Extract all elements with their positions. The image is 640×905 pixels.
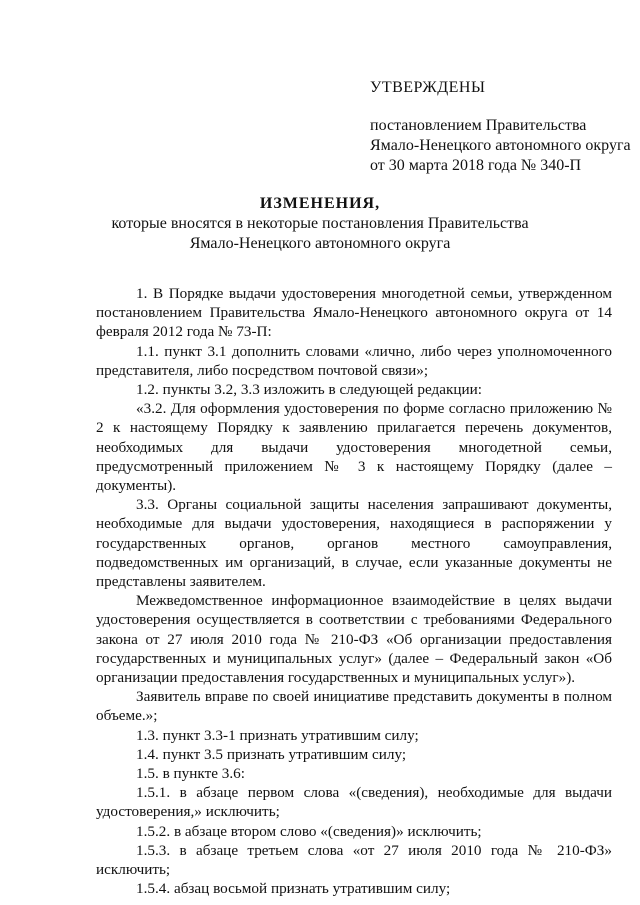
approval-line: постановлением Правительства xyxy=(370,117,587,134)
paragraph-1-5: 1.5. в пункте 3.6: xyxy=(136,765,245,783)
paragraph-1-5-3: 1.5.3. в абзаце третьем слова «от 27 июля 2010 года № 210-ФЗ» исключить; xyxy=(96,841,612,879)
title-main: ИЗМЕНЕНИЯ, xyxy=(259,195,381,212)
paragraph-1-5-4: 1.5.4. абзац восьмой признать утратившим силу; xyxy=(136,880,451,898)
paragraph-1: 1. В Порядке выдачи удостоверения многодетной семьи, утвержденном постановлением Правительства Ямало-Ненецкого автономного округа от 14 февраля 2012 года № 73-П: xyxy=(96,285,612,341)
approval-line: Ямало-Ненецкого автономного округа xyxy=(370,137,631,154)
title-subtitle-line: которые вносятся в некоторые постановления Правительства xyxy=(111,215,529,232)
paragraph-1-5-2: 1.5.2. в абзаце втором слово «(сведения)» исключить; xyxy=(136,822,482,840)
paragraph-3-3: 3.3. Органы социальной защиты населения запрашивают документы, необходимые для выдачи удостоверения, находящиеся в распоряжении у государственных органов, органов местного самоуправления, подведомственных им организаций, в случае, если указанные документы не представлены заявителем. xyxy=(96,496,612,591)
paragraph-1-4: 1.4. пункт 3.5 признать утратившим силу; xyxy=(136,745,407,763)
document-body xyxy=(96,284,612,899)
paragraph-applicant: Заявитель вправе по своей инициативе представить документы в полном объеме.»; xyxy=(96,688,612,725)
paragraph-1-3: 1.3. пункт 3.3-1 признать утратившим силу; xyxy=(136,726,419,744)
document-title xyxy=(0,194,640,254)
paragraph-1-5-1: 1.5.1. в абзаце первом слова «(сведения), необходимые для выдачи удостоверения,» исключить; xyxy=(96,784,612,821)
title-subtitle-line: Ямало-Ненецкого автономного округа xyxy=(189,235,451,252)
approval-heading: УТВЕРЖДЕНЫ xyxy=(370,79,486,96)
paragraph-interagency: Межведомственное информационное взаимодействие в целях выдачи удостоверения осуществляется в соответствии с требованиями Федерального закона от 27 июля 2010 года № 210-ФЗ «Об организации предоставления государственных и муниципальных услуг» (далее – Федеральный закон «Об организации предоставления государственных и муниципальных услуг»). xyxy=(96,592,612,687)
approval-block xyxy=(370,78,631,176)
paragraph-1-2: 1.2. пункты 3.2, 3.3 изложить в следующей редакции: xyxy=(136,381,482,399)
approval-line: от 30 марта 2018 года № 340-П xyxy=(370,157,582,174)
paragraph-1-1: 1.1. пункт 3.1 дополнить словами «лично, либо через уполномоченного представителя, либо посредством почтовой связи»; xyxy=(96,342,612,379)
paragraph-3-2: «3.2. Для оформления удостоверения по форме согласно приложению № 2 к настоящему Порядку к заявлению прилагается перечень документов, необходимых для выдачи удостоверения многодетной семьи, предусмотренный приложением № 3 к настоящему Порядку (далее – документы). xyxy=(96,400,612,495)
